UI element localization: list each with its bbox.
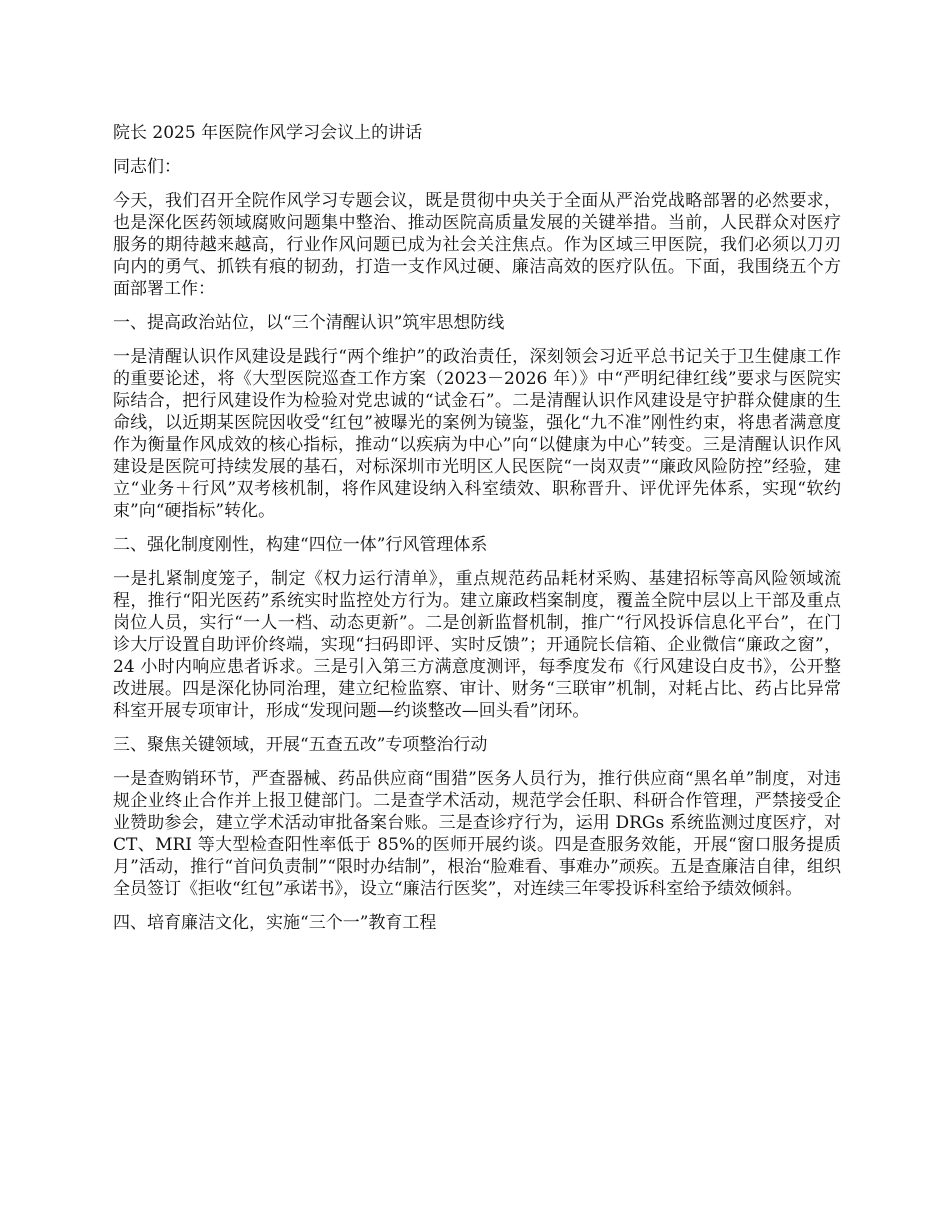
document-page — [113, 122, 841, 946]
section-heading-2: 二、强化制度刚性，构建“四位一体”行风管理体系 — [113, 535, 488, 555]
section-heading-4: 四、培育廉洁文化，实施“三个一”教育工程 — [113, 913, 437, 933]
document-title: 院长 2025 年医院作风学习会议上的讲话 — [113, 123, 423, 143]
intro-paragraph: 今天，我们召开全院作风学习专题会议，既是贯彻中央关于全面从严治党战略部署的必然要求，也是深化医药领域腐败问题集中整治、推动医院高质量发展的关键举措。当前，人民群众对医疗服务的期待越来越高，行业作风问题已成为社会关注焦点。作为区域三甲医院，我们必须以刀刃向内的勇气、抓铁有痕的韧劲，打造一支作风过硬、廉洁高效的医疗队伍。下面，我围绕五个方面部署工作： — [113, 191, 841, 299]
section-heading-1: 一、提高政治站位，以“三个清醒认识”筑牢思想防线 — [113, 313, 505, 333]
section-heading-3: 三、聚焦关键领域，开展“五查五改”专项整治行动 — [113, 735, 488, 755]
salutation: 同志们： — [113, 157, 181, 177]
section-body-1: 一是清醒认识作风建设是践行“两个维护”的政治责任，深刻领会习近平总书记关于卫生健康工作的重要论述，将《大型医院巡查工作方案（2023－2026 年）》中“严明纪律红线”要求与医院实际结合，把行风建设作为检验对党忠诚的“试金石”。二是清醒认识作风建设是守护群众健康的生命线，以近期某医院因收受“红包”被曝光的案例为镜鉴，强化“九不准”刚性约束，将患者满意度作为衡量作风成效的核心指标，推动“以疾病为中心”向“以健康为中心”转变。三是清醒认识作风建设是医院可持续发展的基石，对标深圳市光明区人民医院“一岗双责”“廉政风险防控”经验，建立“业务＋行风”双考核机制，将作风建设纳入科室绩效、职称晋升、评优评先体系，实现“软约束”向“硬指标”转化。 — [113, 347, 841, 521]
section-body-2: 一是扎紧制度笼子，制定《权力运行清单》，重点规范药品耗材采购、基建招标等高风险领域流程，推行“阳光医药”系统实时监控处方行为。建立廉政档案制度，覆盖全院中层以上干部及重点岗位人员，实行“一人一档、动态更新”。二是创新监督机制，推广“行风投诉信息化平台”，在门诊大厅设置自助评价终端，实现“扫码即评、实时反馈”；开通院长信箱、企业微信“廉政之窗”，24 小时内响应患者诉求。三是引入第三方满意度测评，每季度发布《行风建设白皮书》，公开整改进展。四是深化协同治理，建立纪检监察、审计、财务“三联审”机制，对耗占比、药占比异常科室开展专项审计，形成“发现问题—约谈整改—回头看”闭环。 — [113, 569, 841, 721]
section-body-3: 一是查购销环节，严查器械、药品供应商“围猎”医务人员行为，推行供应商“黑名单”制度，对违规企业终止合作并上报卫健部门。二是查学术活动，规范学会任职、科研合作管理，严禁接受企业赞助参会，建立学术活动审批备案台账。三是查诊疗行为，运用 DRGs 系统监测过度医疗，对 CT、MRI 等大型检查阳性率低于 85%的医师开展约谈。四是查服务效能，开展“窗口服务提质月”活动，推行“首问负责制”“限时办结制”，根治“脸难看、事难办”顽疾。五是查廉洁自律，组织全员签订《拒收“红包”承诺书》，设立“廉洁行医奖”，对连续三年零投诉科室给予绩效倾斜。 — [113, 769, 841, 899]
